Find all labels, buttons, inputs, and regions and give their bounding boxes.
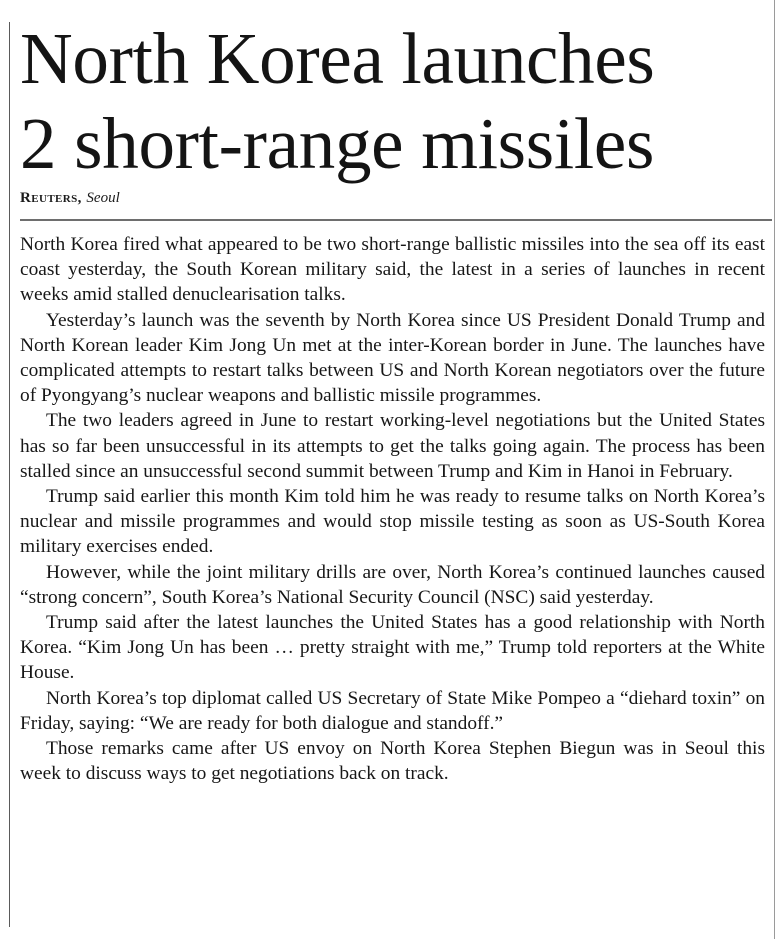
paragraph-8: Those remarks came after US envoy on North Korea Stephen Biegun was in Seoul this week to discuss ways to get negotiations back on track.	[20, 738, 765, 785]
headline	[20, 16, 770, 186]
column-rule-left	[9, 22, 10, 927]
article-body	[20, 232, 765, 786]
byline-dateline: Seoul	[86, 190, 120, 206]
byline-agency: Reuters	[20, 190, 78, 206]
byline-divider	[20, 219, 772, 221]
headline-line-1: North Korea launches	[20, 18, 655, 99]
column-rule-right	[774, 0, 775, 939]
paragraph-1: North Korea fired what appeared to be two short-range ballistic missiles into the sea off its east coast yesterday, the South Korean military said, the latest in a series of launches in recent weeks amid stalled denuclearisation talks.	[20, 234, 765, 306]
paragraph-3: The two leaders agreed in June to restart working-level negotiations but the United States has so far been unsuccessful in its attempts to get the talks going again. The process has been stalled since an unsuccessful second summit between Trump and Kim in Hanoi in February.	[20, 410, 765, 482]
byline	[20, 188, 120, 208]
paragraph-2: Yesterday’s launch was the seventh by North Korea since US President Donald Trump and North Korean leader Kim Jong Un met at the inter-Korean border in June. The launches have complicated attempts to restart talks between US and North Korean negotiators over the future of Pyongyang’s nuclear weapons and ballistic missile programmes.	[20, 309, 765, 407]
paragraph-7: North Korea’s top diplomat called US Secretary of State Mike Pompeo a “diehard toxin” on Friday, saying: “We are ready for both dialogue and standoff.”	[20, 687, 765, 734]
paragraph-6: Trump said after the latest launches the United States has a good relationship with North Korea. “Kim Jong Un has been … pretty straight with me,” Trump told reporters at the White House.	[20, 612, 765, 684]
paragraph-4: Trump said earlier this month Kim told him he was ready to resume talks on North Korea’s nuclear and missile programmes and would stop missile testing as soon as US-South Korea military exercises ended.	[20, 486, 765, 558]
paragraph-5: However, while the joint military drills are over, North Korea’s continued launches caused “strong concern”, South Korea’s National Security Council (NSC) said yesterday.	[20, 561, 765, 608]
byline-separator: ,	[77, 190, 82, 206]
headline-line-2: 2 short-range missiles	[20, 103, 655, 184]
